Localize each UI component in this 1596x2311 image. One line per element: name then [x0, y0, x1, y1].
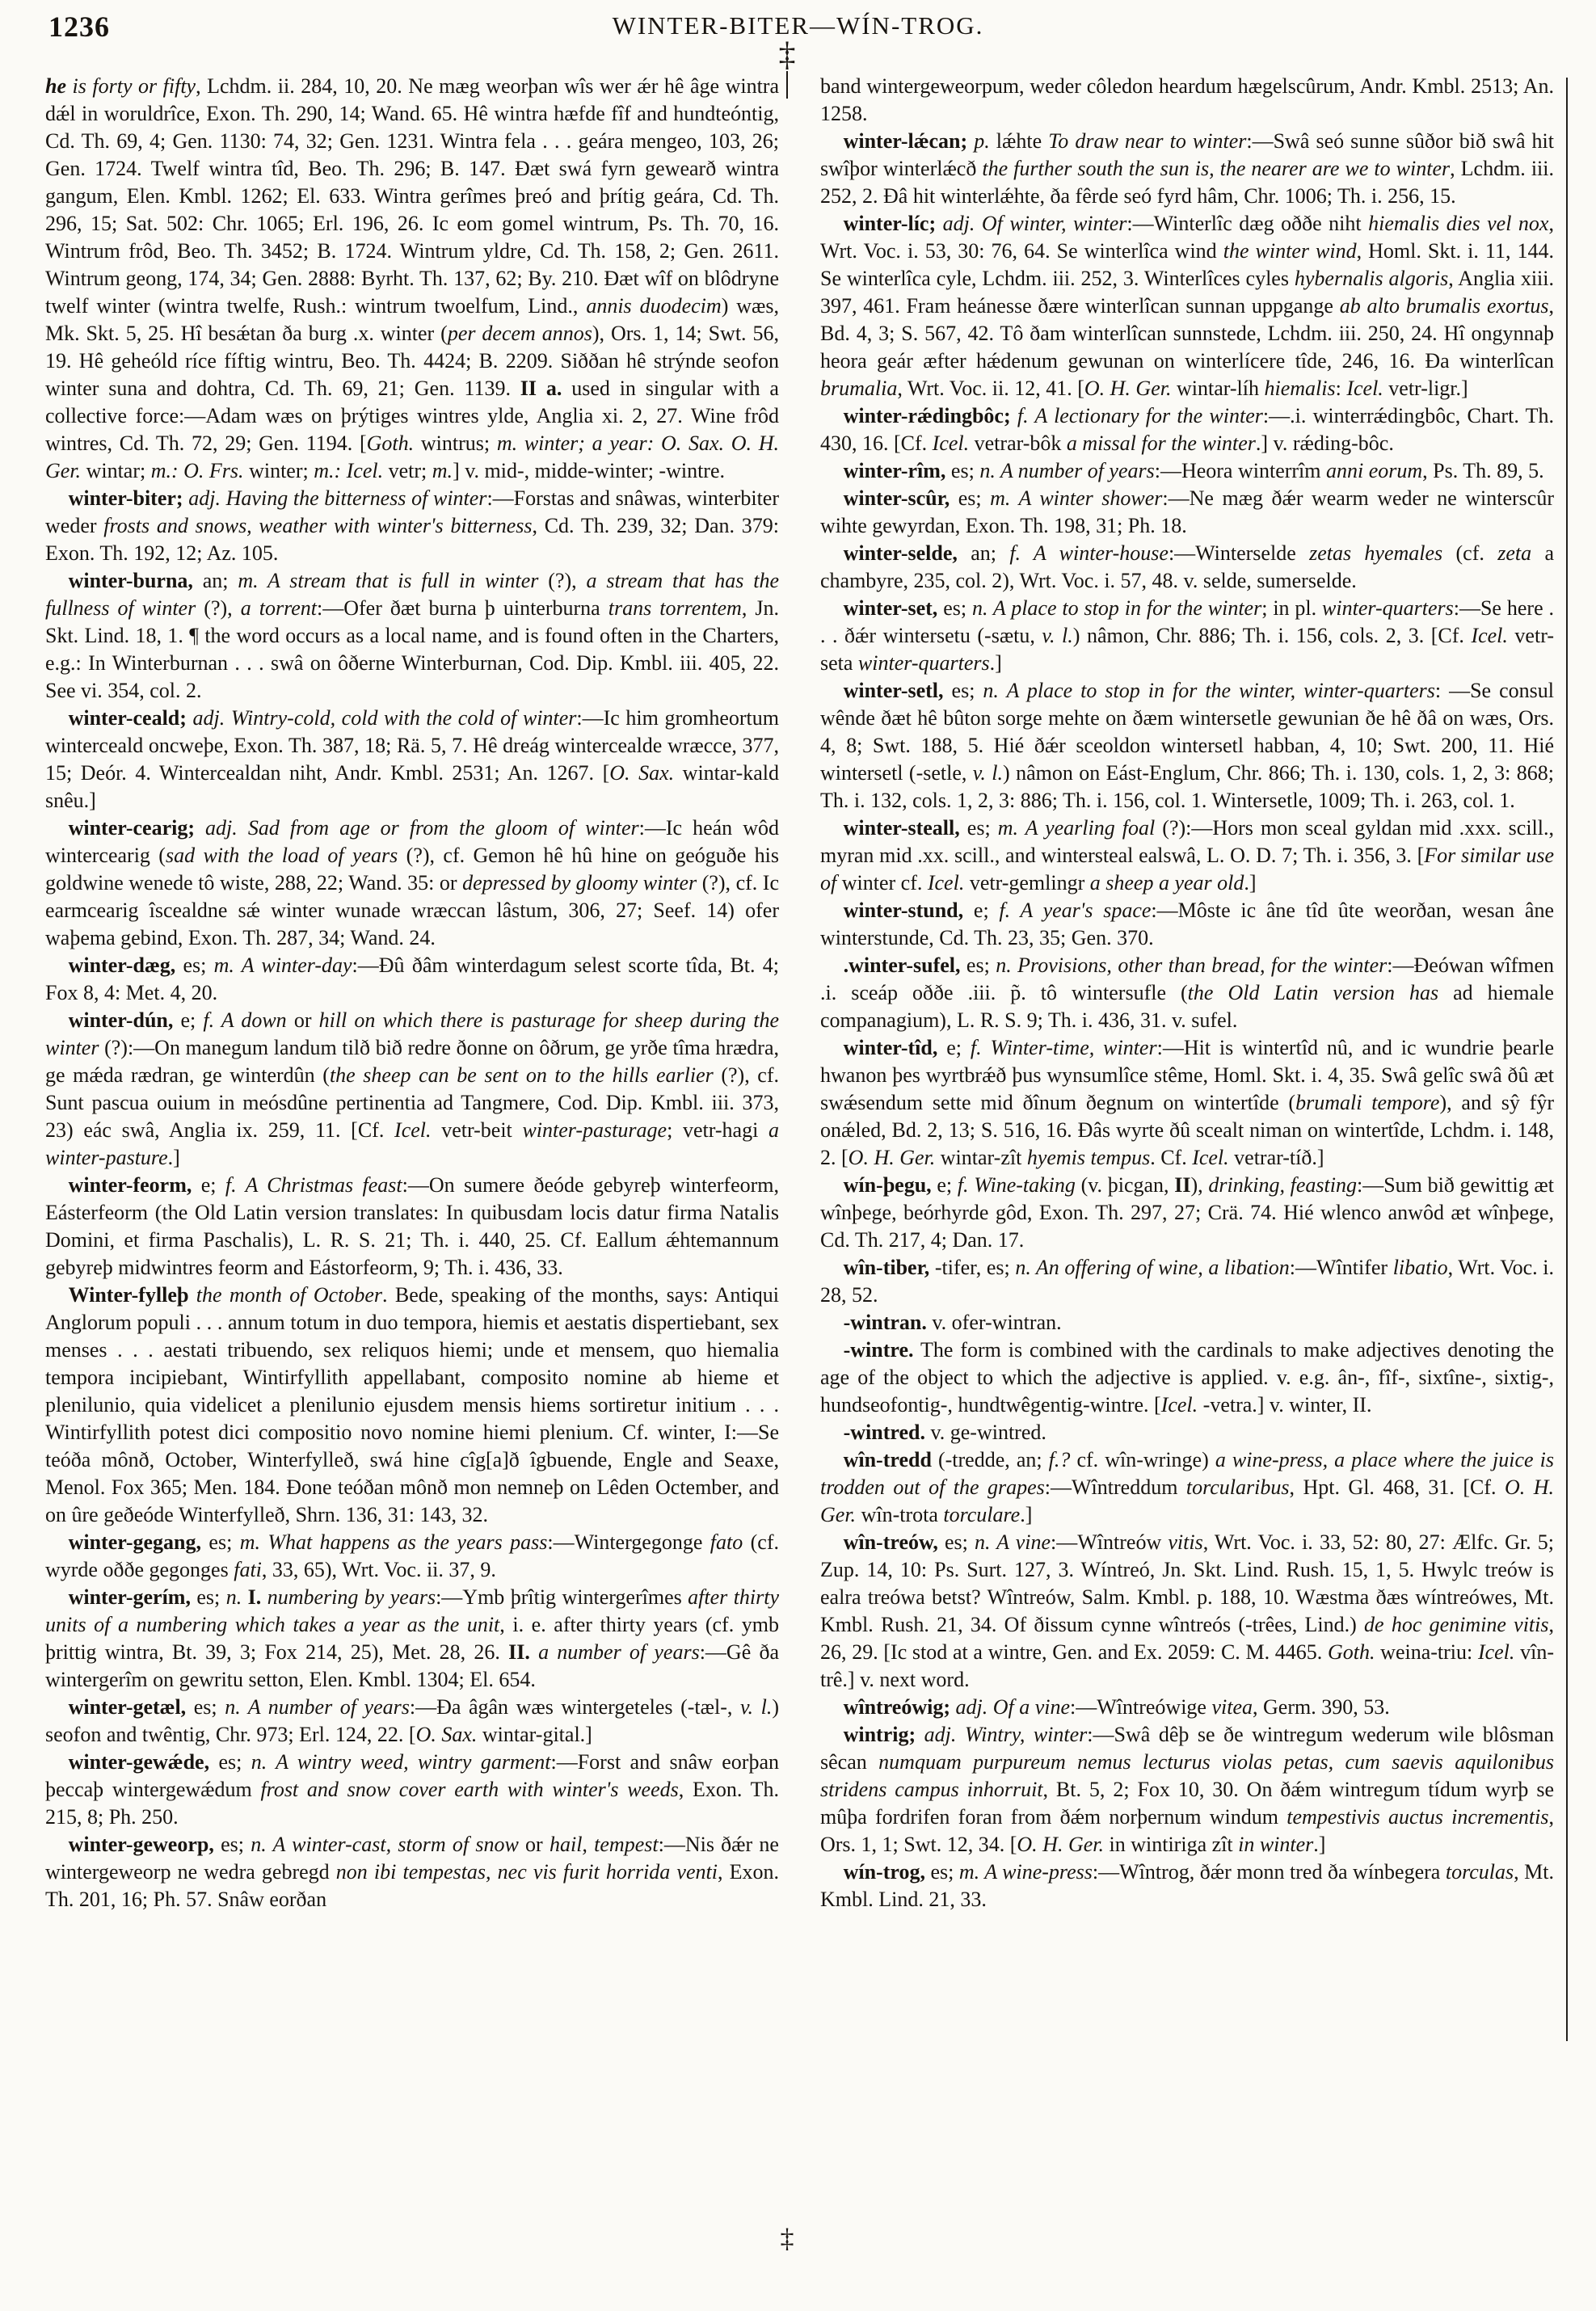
dictionary-entry: -wintre. The form is combined with the cardinals to make adjectives denoting the age of the object to which the adjective is applied. v. e.g. ân-, fîf-, sixtîne-, sixtig-, hundseofontig-, hundtwêgentig-wintre. [Icel. -vetra.] v. winter, II.	[820, 1338, 1554, 1416]
dictionary-entry: wín-þegu, e; f. Wine-taking (v. þicgan, II), drinking, feasting:—Sum bið gewittig æt wînþege, beórhyrde gôd, Exon. Th. 297, 27; Crä. 74. Hié wlenco anwôd æt wînþege, Cd. Th. 217, 4; Dan. 17.	[820, 1173, 1554, 1252]
column-divider-top-mark: ‡	[777, 39, 797, 99]
dictionary-entry: wîn-tiber, -tifer, es; n. An offering of wine, a libation:—Wîntifer libatio, Wrt. Voc. i. 28, 52.	[820, 1256, 1554, 1307]
page-number: 1236	[48, 11, 110, 43]
dictionary-entry: winter-ceald; adj. Wintry-cold, cold with the cold of winter:—Ic him gromheortum winterceald oncweþe, Exon. Th. 387, 18; Rä. 5, 7. Hê dreág wintercealde wræcce, 377, 15; Deór. 4. Wintercealdan niht, Andr. Kmbl. 2531; An. 1267. [O. Sax. wintar-kald snêu.]	[45, 706, 779, 812]
dictionary-entry: winter-set, es; n. A place to stop in for the winter; in pl. winter-quarters:—Se here . . . ðǽr wintersetu (-sætu, v. l.) nâmon, Chr. 886; Th. i. 156, cols. 2, 3. [Cf. Icel. vetr-seta winter-quarters.]	[820, 596, 1554, 675]
dictionary-entry: winter-gegang, es; m. What happens as the years pass:—Wintergegonge fato (cf. wyrde oððe gegonges fati, 33, 65), Wrt. Voc. ii. 37, 9.	[45, 1530, 779, 1581]
dictionary-entry: winter-lǽcan; p. lǽhte To draw near to winter:—Swâ seó sunne sûðor bið swâ hit swîþor winterlǽcð the further south the sun is, the nearer are we to winter, Lchdm. iii. 252, 2. Ðâ hit winterlǽhte, ða fêrde seó fyrd hâm, Chr. 1006; Th. i. 256, 15.	[820, 129, 1554, 208]
dictionary-entry: winter-getæl, es; n. A number of years:—Ða âgân wæs wintergeteles (-tæl-, v. l.) seofon and twêntig, Chr. 973; Erl. 124, 22. [O. Sax. wintar-gital.]	[45, 1695, 780, 1746]
dictionary-entry: wín-trog, es; m. A wine-press:—Wîntrog, ðǽr monn tred ða wínbegera torculas, Mt. Kmbl. Lind. 21, 33.	[820, 1860, 1554, 1911]
dictionary-entry: winter-biter; adj. Having the bitterness of winter:—Forstas and snâwas, winterbiter weder frosts and snows, weather with winter's bitterness, Cd. Th. 239, 32; Dan. 379: Exon. Th. 192, 12; Az. 105.	[45, 486, 780, 565]
dictionary-entry: wîn-tredd (-tredde, an; f.? cf. wîn-wringe) a wine-press, a place where the juice is trodden out of the grapes:—Wîntreddum torcularibus, Hpt. Gl. 468, 31. [Cf. O. H. Ger. wîn-trota torculare.]	[820, 1448, 1554, 1526]
dictionary-entry: winter-stund, e; f. A year's space:—Môste ic âne tîd ûte weorðan, wesan âne winterstunde, Cd. Th. 23, 35; Gen. 370.	[820, 899, 1554, 949]
dictionary-entry: winter-steall, es; m. A yearling foal (?):—Hors mon sceal gyldan mid .xxx. scill., myran mid .xx. scill., and wintersteal ealswâ, L. O. D. 7; Th. i. 356, 3. [For similar use of winter cf. Icel. vetr-gemlingr a sheep a year old.]	[820, 816, 1555, 895]
dictionary-entry: winter-geweorp, es; n. A winter-cast, storm of snow or hail, tempest:—Nis ðǽr ne wintergeweorp ne wedra gebregd non ibi tempestas, nec vis furit horrida venti, Exon. Th. 201, 16; Ph. 57. Snâw eorðan	[45, 1833, 779, 1911]
dictionary-entry: winter-cearig; adj. Sad from age or from the gloom of winter:—Ic heán wôd wintercearig (sad with the load of years (?), cf. Gemon hê hû hine on geóguðe his goldwine wenede tô wiste, 288, 22; Wand. 35: or depressed by gloomy winter (?), cf. Ic earmcearig îscealdne sǽ winter wunade wræccan lâstum, 306, 27; Seef. 14) ofer waþema gebind, Exon. Th. 287, 34; Wand. 24.	[45, 816, 780, 949]
dictionary-entry: he is forty or fifty, Lchdm. ii. 284, 10, 20. Ne mæg weorþan wîs wer ǽr hê âge wintra dǽl in woruldrîce, Exon. Th. 290, 14; Wand. 65. Hê wintra hæfde fîf and hundteóntig, Cd. Th. 69, 4; Gen. 1130: 74, 32; Gen. 1231. Wintra fela . . . geára mengeo, 103, 26; Gen. 1724. Twelf wintra tîd, Beo. Th. 296; B. 147. Ðæt swá fyrn gewearð wintra gangum, Elen. Kmbl. 1262; El. 633. Wintra gerîmes þreó and þrítig geára, Cd. Th. 296, 15; Sat. 502: Chr. 1065; Erl. 196, 26. Ic eom gomel wintrum, Ps. Th. 70, 16. Wintrum frôd, Beo. Th. 3452; B. 1724. Wintrum yldre, Cd. Th. 158, 2; Gen. 2611. Wintrum geong, 174, 34; Gen. 2888: Byrht. Th. 137, 62; By. 210. Ðæt wîf on blôdryne twelf winter (wintra twelfe, Rush.: wintrum twoelfum, Lind., annis duodecim) wæs, Mk. Skt. 5, 25. Hî besǽtan ða burg .x. winter (per decem annos), Ors. 1, 14; Swt. 56, 19. Hê geheóld ríce fíftig wintru, Beo. Th. 4424; B. 2209. Siððan hê strýnde seofon winter suna and dohtra, Cd. Th. 69, 21; Gen. 1139. II a. used in singular with a collective force:—Adam wæs on þrýtiges wintres ylde, Anglia xi. 2, 27. Wine frôd wintres, Cd. Th. 72, 29; Gen. 1194. [Goth. wintrus; m. winter; a year: O. Sax. O. H. Ger. wintar; m.: O. Frs. winter; m.: Icel. vetr; m.] v. mid-, midde-winter; -wintre.	[45, 74, 780, 482]
dictionary-entry: winter-líc; adj. Of winter, winter:—Winterlîc dæg oððe niht hiemalis dies vel nox, Wrt. Voc. i. 53, 30: 76, 64. Se winterlîca wind the winter wind, Homl. Skt. i. 11, 144. Se winterlîca cyle, Lchdm. iii. 252, 3. Winterlîces cyles hybernalis algoris, Anglia xiii. 397, 461. Fram heánesse ðære winterlîcan sunnan uppgange ab alto brumalis exortus, Bd. 4, 3; S. 567, 42. Tô ðam winterlîcan sunnstede, Lchdm. iii. 250, 24. Hî ongynnaþ heora geár æfter hǽdenum gewunan on winterlícere tîde, 246, 16. Ða winterlîcan brumalia, Wrt. Voc. ii. 12, 41. [O. H. Ger. wintar-líh hiemalis: Icel. vetr-ligr.]	[820, 212, 1555, 400]
dictionary-entry: wîntreówig; adj. Of a vine:—Wîntreówige vitea, Germ. 390, 53.	[843, 1695, 1390, 1719]
dictionary-entry: winter-scûr, es; m. A winter shower:—Ne mæg ðǽr wearm weder ne winterscûr wihte gewyrdan, Exon. Th. 198, 31; Ph. 18.	[820, 486, 1554, 537]
scan-edge-artifact	[1566, 78, 1568, 2041]
dictionary-entry: winter-dún, e; f. A down or hill on which there is pasturage for sheep during the winter (?):—On manegum landum tilð bið redre ðonne on ôðrum, ge yrðe tîma hrædra, ge mǽda rædran, ge winterdûn (the sheep can be sent on to the hills earlier (?), cf. Sunt pascua ouium in meósdûne pertinentia ad Tangmere, Cod. Dip. Kmbl. iii. 373, 23) eác swâ, Anglia ix. 259, 11. [Cf. Icel. vetr-beit winter-pasturage; vetr-hagi a winter-pasture.]	[45, 1008, 780, 1169]
dictionary-entry: -wintred. v. ge-wintred.	[843, 1421, 1046, 1444]
dictionary-entry: winter-tîd, e; f. Winter-time, winter:—Hit is wintertîd nû, and ic wundrie þearle hwanon þes wyrtbrǽð þus wynsumlîce stême, Homl. Skt. i. 4, 35. Swâ gelîc swâ ðû æt swǽsendum sette mid ðînum ðegnum on wintertîde (brumali tempore), and sŷ fŷr onǽled, Bd. 2, 13; S. 516, 16. Ðâs wyrte ðû scealt niman on wintertîde, Lchdm. i. 148, 2. [O. H. Ger. wintar-zît hyemis tempus. Cf. Icel. vetrar-tíð.]	[820, 1036, 1555, 1169]
dictionary-entry: winter-selde, an; f. A winter-house:—Winterselde zetas hyemales (cf. zeta a chambyre, 235, col. 2), Wrt. Voc. i. 57, 48. v. selde, sumerselde.	[820, 541, 1554, 592]
dictionary-entry: winter-dæg, es; m. A winter-day:—Ðû ðâm winterdagum selest scorte tîda, Bt. 4; Fox 8, 4: Met. 4, 20.	[45, 953, 779, 1004]
dictionary-entry: winter-gerím, es; n. I. numbering by years:—Ymb þrîtig wintergerîmes after thirty units of a numbering which takes a year as the unit, i. e. after thirty years (cf. ymb þrittig wintra, Bt. 39, 3; Fox 214, 25), Met. 28, 26. II. a number of years:—Gê ða wintergerîm on gewritu setton, Elen. Kmbl. 1304; El. 654.	[45, 1585, 780, 1691]
dictionary-columns	[0, 68, 1596, 1913]
right-column	[820, 73, 1554, 1913]
dictionary-entry: winter-feorm, e; f. A Christmas feast:—On sumere ðeóde gebyreþ winterfeorm, Eásterfeorm (the Old Latin version translates: In quibusdam locis datur firma Natalis Domini, et firma Paschalis), L. R. S. 21; Th. i. 440, 25. Cf. Eallum ǽhtemannum gebyreþ midwintres feorm and Eástorfeorm, 9; Th. i. 436, 33.	[45, 1173, 779, 1279]
dictionary-entry: band wintergeweorpum, weder côledon heardum hægelscûrum, Andr. Kmbl. 2513; An. 1258.	[820, 74, 1554, 125]
dictionary-entry: wintrig; adj. Wintry, winter:—Swâ dêþ se ðe wintregum wederum wile blôsman sêcan numquam purpureum nemus lecturus violas petas, cum saevis aquilonibus stridens campus inhorruit, Bt. 5, 2; Fox 10, 30. On ðǽm wintregum tídum wyrþ se mûþa fordrifen foran from ðǽm norþernum windum tempestivis auctus incrementis, Ors. 1, 1; Swt. 12, 34. [O. H. Ger. in wintiriga zît in winter.]	[820, 1723, 1554, 1856]
page-title: WINTER-BITER—WÍN-TROG.	[612, 11, 984, 40]
dictionary-entry: wîn-treów, es; n. A vine:—Wîntreów vitis, Wrt. Voc. i. 33, 52: 80, 27: Ælfc. Gr. 5; Zup. 14, 10: Ps. Surt. 127, 3. Wíntreó, Jn. Skt. Lind. Rush. 15, 1, 5. Hwylc treów is ealra treówa betst? Wîntreów, Salm. Kmbl. p. 188, 10. Wæstma ðæs wíntreówes, Mt. Kmbl. Rush. 21, 34. Of ðissum cynne wîntreós (-trêes, Lind.) de hoc genimine vitis, 26, 29. [Ic stod at a wintre, Gen. and Ex. 2059: C. M. 4465. Goth. weina-triu: Icel. vîn-trê.] v. next word.	[820, 1530, 1555, 1691]
dictionary-entry: winter-burna, an; m. A stream that is full in winter (?), a stream that has the fullness of winter (?), a torrent:—Ofer ðæt burna þ uinterburna trans torrentem, Jn. Skt. Lind. 18, 1. ¶ the word occurs as a local name, and is found often in the Charters, e.g.: In Winterburnan . . . swâ on ôðerne Winterburnan, Cod. Dip. Kmbl. iii. 405, 22. See vi. 354, col. 2.	[45, 569, 779, 702]
column-divider-bottom-mark: ‡	[780, 2224, 794, 2254]
dictionary-entry: winter-rîm, es; n. A number of years:—Heora winterrîm anni eorum, Ps. Th. 89, 5.	[843, 459, 1544, 482]
dictionary-entry: winter-gewǽde, es; n. A wintry weed, wintry garment:—Forst and snâw eorþan þeccaþ wintergewǽdum frost and snow cover earth with winter's weeds, Exon. Th. 215, 8; Ph. 250.	[45, 1750, 779, 1829]
dictionary-entry: .winter-sufel, es; n. Provisions, other than bread, for the winter:—Ðeówan wîfmen .i. sceáp oððe .iii. p̃. tô wintersufle (the Old Latin version has ad hiemale companagium), L. R. S. 9; Th. i. 436, 31. v. sufel.	[820, 953, 1554, 1032]
dictionary-entry: winter-rǽdingbôc; f. A lectionary for the winter:—.i. winterrǽdingbôc, Chart. Th. 430, 16. [Cf. Icel. vetrar-bôk a missal for the winter.] v. rǽding-bôc.	[820, 404, 1554, 455]
left-column	[45, 73, 779, 1913]
dictionary-entry: -wintran. v. ofer-wintran.	[843, 1311, 1062, 1334]
dictionary-entry: winter-setl, es; n. A place to stop in for the winter, winter-quarters: —Se consul wênde ðæt hê bûton sorge mehte on ðæm wintersetle gewunian ðe hê ðâ on wæs, Ors. 4, 8; Swt. 188, 5. Hié ðǽr sceoldon wintersetl habban, 4, 10; Swt. 200, 11. Hié wintersetl (-setle, v. l.) nâmon on Eást-Englum, Chr. 866; Th. i. 130, cols. 1, 2, 3: 868; Th. i. 132, cols. 1, 2, 3: 886; Th. i. 156, col. 1. Wintersetle, 1009; Th. i. 263, col. 1.	[820, 679, 1554, 812]
page-header	[0, 0, 1596, 68]
dictionary-entry: Winter-fylleþ the month of October. Bede, speaking of the months, says: Antiqui Anglorum populi . . . annum totum in duo tempora, hiemis et aestatis dispertiebant, sex menses . . . aestati tribuendo, sex reliquos hiemi; unde et mensem, quo hiemalia tempora incipiebant, Wintirfyllith appellabant, composito nomine ab hieme et plenilunio, quia videlicet a plenilunio ejusdem mensis hiems sortiretur initium . . . Wintirfyllith potest dici compositio novo nomine hiemi plenium. Cf. winter, I:—Se teóða mônð, October, Winterfylleð, swá hine cîg[a]ð îgbuende, Engle and Seaxe, Menol. Fox 365; Men. 184. Ðone teóðan mônð mon nemneþ on Lêden Octember, and on ûre geðeóde Winterfylleð, Shrn. 136, 31: 143, 32.	[45, 1283, 780, 1526]
